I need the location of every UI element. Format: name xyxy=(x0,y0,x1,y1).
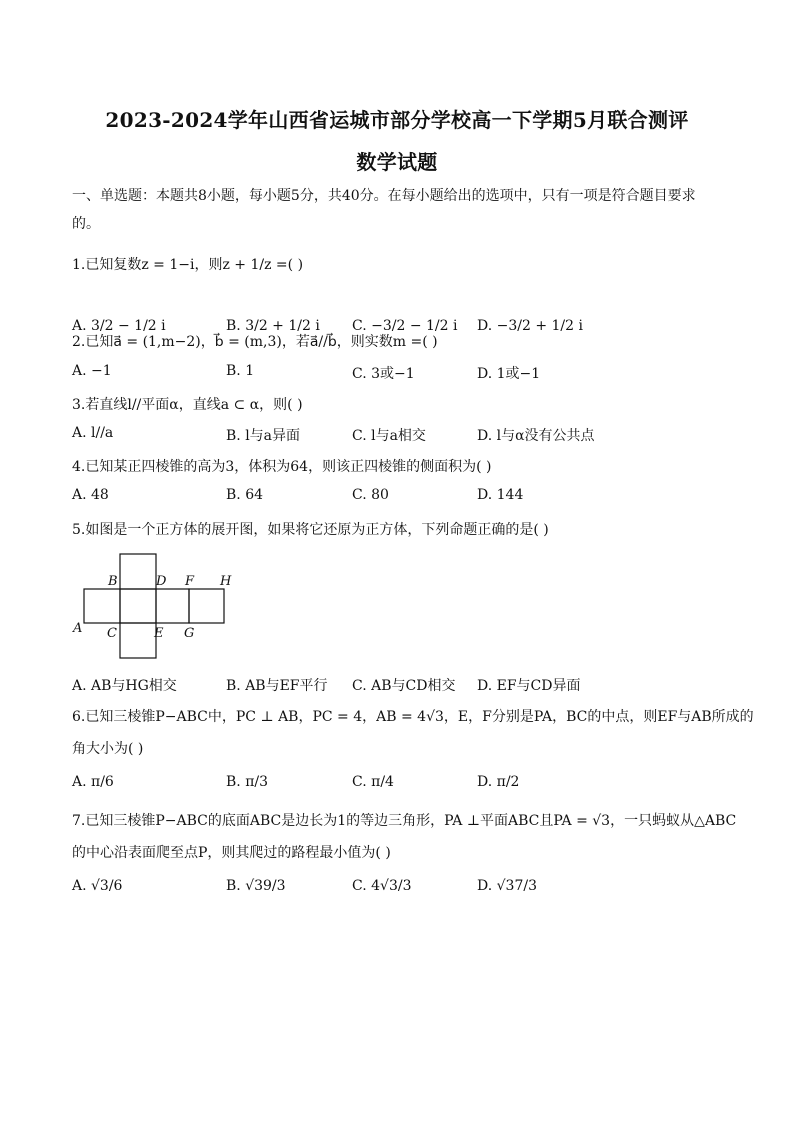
question-3: 3.若直线l//平面α，直线a ⊂ α，则( ) xyxy=(72,397,303,413)
question-6-line2: 角大小为( ) xyxy=(72,741,144,757)
q6-option-a: A. π/6 xyxy=(72,774,114,790)
q1-option-b: B. 3/2 + 1/2 i xyxy=(226,318,320,334)
q5-option-b: B. AB与EF平行 xyxy=(226,678,328,694)
net-label-a: A xyxy=(73,621,83,636)
q2-option-d: D. 1或−1 xyxy=(477,366,541,382)
question-6-line1: 6.已知三棱锥P−ABC中，PC ⊥ AB，PC = 4，AB = 4√3，E，F分别是PA，BC的中点，则EF与AB所成的 xyxy=(72,709,754,725)
exam-subtitle: 数学试题 xyxy=(356,150,438,174)
net-label-g: G xyxy=(184,626,195,641)
q6-option-c: C. π/4 xyxy=(352,774,394,790)
q3-option-a: A. l//a xyxy=(72,425,114,441)
net-label-f: F xyxy=(185,574,195,589)
net-face xyxy=(120,623,156,658)
q3-option-c: C. l与a相交 xyxy=(352,428,426,444)
q6-option-b: B. π/3 xyxy=(226,774,269,790)
net-face xyxy=(120,554,156,589)
question-4: 4.已知某正四棱锥的高为3，体积为64，则该正四棱锥的侧面积为( ) xyxy=(72,459,492,475)
q5-option-a: A. AB与HG相交 xyxy=(72,678,177,694)
net-label-d: D xyxy=(156,574,167,589)
exam-title: 2023-2024学年山西省运城市部分学校高一下学期5月联合测评 xyxy=(105,108,689,132)
q1-option-a: A. 3/2 − 1/2 i xyxy=(72,318,166,334)
q2-option-c: C. 3或−1 xyxy=(352,366,415,382)
net-label-e: E xyxy=(154,626,164,641)
net-label-c: C xyxy=(107,626,117,641)
q7-option-a: A. √3/6 xyxy=(72,878,123,894)
cube-net-figure xyxy=(70,548,240,663)
question-1: 1.已知复数z = 1−i，则z + 1/z =( ) xyxy=(72,257,304,273)
net-label-b: B xyxy=(108,574,118,589)
q4-option-a: A. 48 xyxy=(72,487,109,503)
q5-option-c: C. AB与CD相交 xyxy=(352,678,456,694)
net-label-h: H xyxy=(220,574,232,589)
question-7-line2: 的中心沿表面爬至点P，则其爬过的路程最小值为( ) xyxy=(72,845,391,861)
q2-option-b: B. 1 xyxy=(226,363,255,379)
section-instructions: 一、单选题：本题共8小题，每小题5分，共40分。在每小题给出的选项中，只有一项是符合题目要求的。 xyxy=(72,188,696,232)
q6-option-d: D. π/2 xyxy=(477,774,520,790)
q3-option-d: D. l与α没有公共点 xyxy=(477,428,595,444)
net-face xyxy=(120,589,156,623)
q7-option-d: D. √37/3 xyxy=(477,878,537,894)
q7-option-b: B. √39/3 xyxy=(226,878,286,894)
net-face xyxy=(84,589,120,623)
q1-option-d: D. −3/2 + 1/2 i xyxy=(477,318,583,334)
q3-option-b: B. l与a异面 xyxy=(226,428,301,444)
q4-option-b: B. 64 xyxy=(226,487,264,503)
question-7-line1: 7.已知三棱锥P−ABC的底面ABC是边长为1的等边三角形，PA ⊥平面ABC且PA = √3，一只蚂蚁从△ABC xyxy=(72,813,737,829)
q1-option-c: C. −3/2 − 1/2 i xyxy=(352,318,458,334)
question-5: 5.如图是一个正方体的展开图，如果将它还原为正方体，下列命题正确的是( ) xyxy=(72,522,549,538)
q2-option-a: A. −1 xyxy=(72,363,112,379)
net-face xyxy=(156,589,189,623)
net-face xyxy=(189,589,224,623)
q4-option-c: C. 80 xyxy=(352,487,389,503)
q7-option-c: C. 4√3/3 xyxy=(352,878,412,894)
q4-option-d: D. 144 xyxy=(477,487,524,503)
question-2: 2.已知a⃗ = (1,m−2)，b⃗ = (m,3)，若a⃗//b⃗，则实数m =( ) xyxy=(72,334,438,350)
q5-option-d: D. EF与CD异面 xyxy=(477,678,581,694)
